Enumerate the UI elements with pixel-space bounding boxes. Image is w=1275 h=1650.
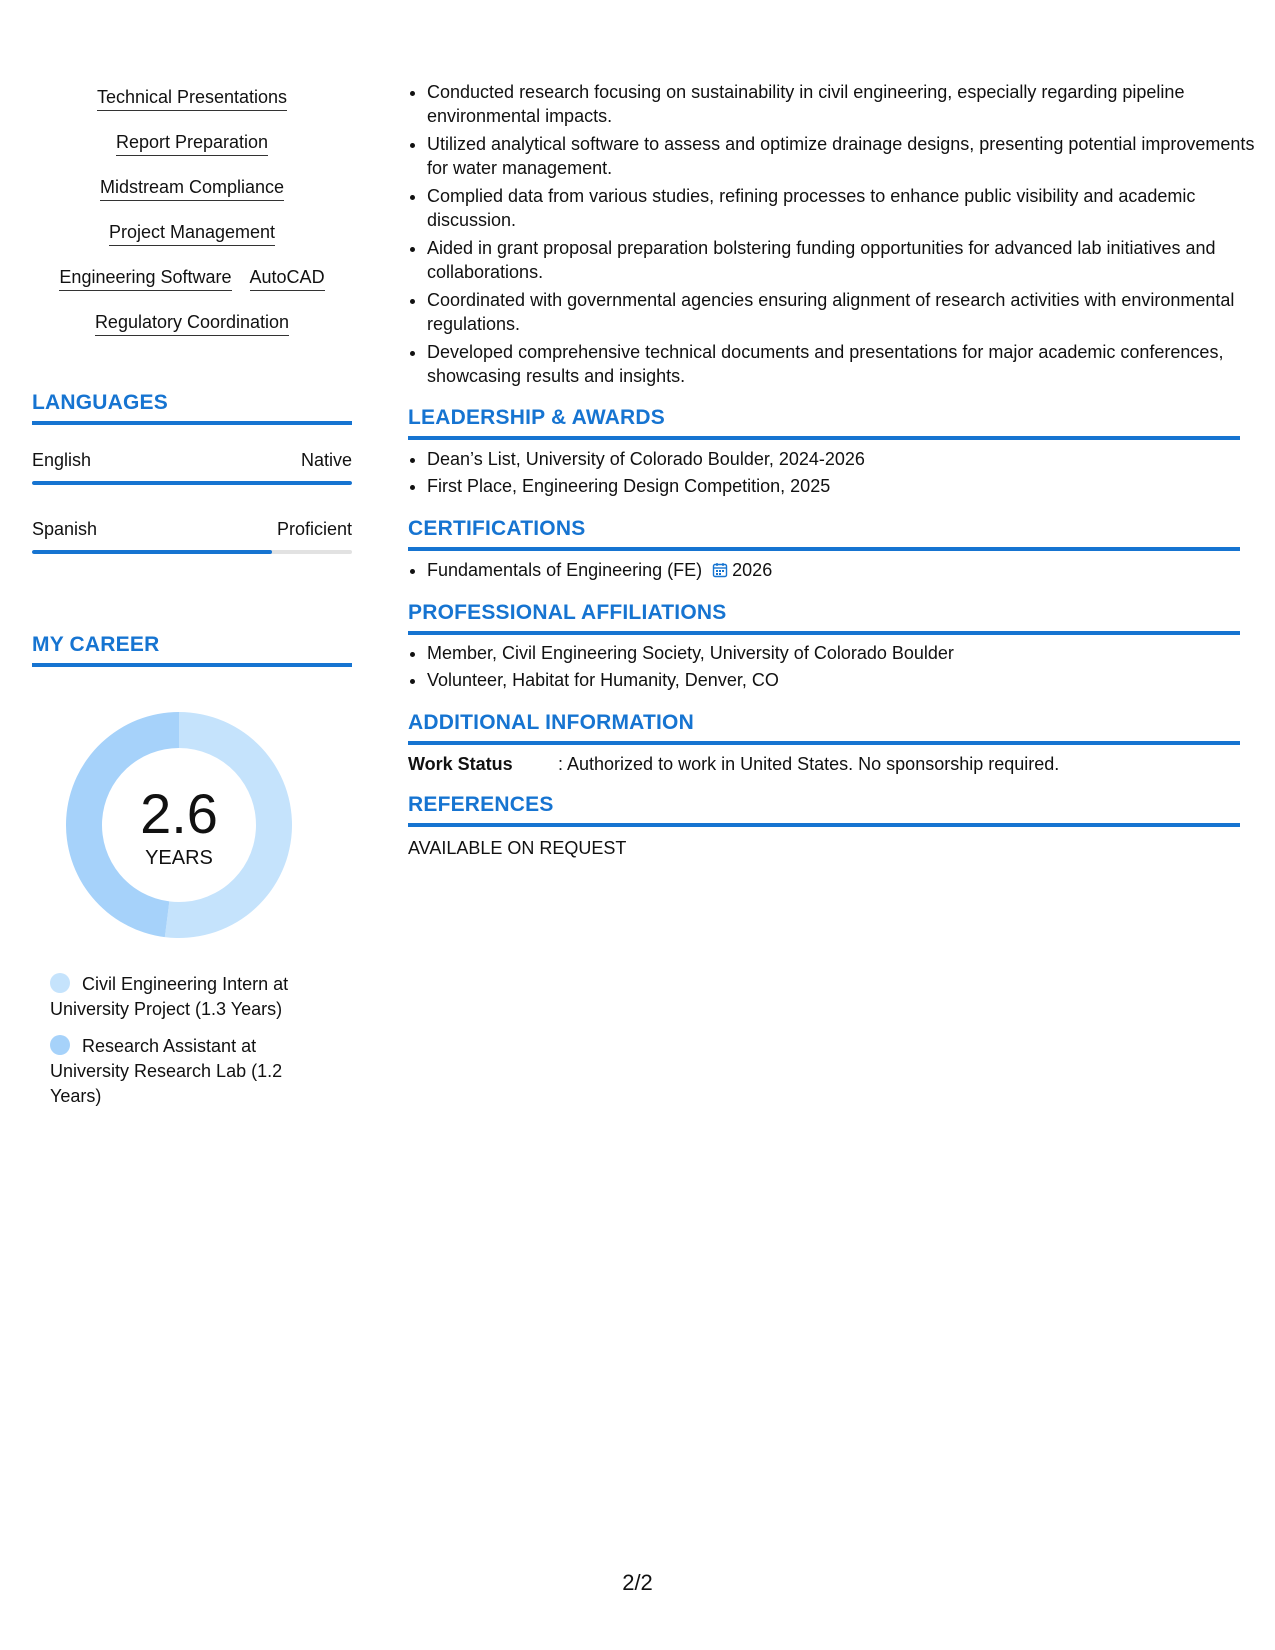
affiliation-item: • Member, Civil Engineering Society, University of Colorado Boulder — [427, 641, 1259, 665]
language-name: English — [32, 450, 92, 470]
skill-row — [32, 86, 352, 131]
career-legend-item — [50, 1034, 320, 1109]
language-proficiency-fill — [32, 481, 352, 485]
references-text: AVAILABLE ON REQUEST — [408, 838, 627, 858]
additional-info-heading: ADDITIONAL INFORMATION — [408, 710, 1240, 745]
certification-name: Fundamentals of Engineering (FE) — [427, 560, 703, 580]
career-legend-label: Civil Engineering Intern at University Project (1.3 Years) — [50, 974, 289, 1019]
skill-tag: Project Management — [109, 221, 275, 246]
skill-row — [32, 176, 352, 221]
certification-item — [427, 558, 1259, 582]
experience-bullet: • Conducted research focusing on sustainability in civil engineering, especially regarding pipeline environmental impacts. — [427, 80, 1259, 128]
career-legend-label: Research Assistant at University Research Lab (1.2 Years) — [50, 1036, 283, 1106]
skill-tag: Midstream Compliance — [100, 176, 284, 201]
work-status-label: Work Status — [408, 754, 513, 774]
skill-row — [32, 131, 352, 176]
career-heading: MY CAREER — [32, 632, 352, 667]
affiliations-heading: PROFESSIONAL AFFILIATIONS — [408, 600, 1240, 635]
career-total-unit: YEARS — [145, 847, 213, 869]
skill-tag: AutoCAD — [250, 266, 325, 291]
affiliations-list — [408, 641, 1259, 695]
skill-tag: Regulatory Coordination — [95, 311, 289, 336]
skill-tag: Report Preparation — [116, 131, 268, 156]
calendar-icon — [712, 562, 728, 578]
language-name: Spanish — [32, 519, 98, 539]
leadership-heading: LEADERSHIP & AWARDS — [408, 405, 1240, 440]
career-donut-chart — [66, 712, 292, 938]
skill-row — [32, 221, 352, 266]
experience-bullet: • Aided in grant proposal preparation bolstering funding opportunities for advanced lab initiatives and collaborations. — [427, 236, 1259, 284]
work-status-row — [408, 752, 1240, 776]
skill-row — [32, 266, 352, 311]
certifications-heading: CERTIFICATIONS — [408, 516, 1240, 551]
leadership-list — [408, 447, 1259, 501]
career-total-value: 2.6 — [140, 782, 218, 845]
experience-bullet-list — [408, 80, 1259, 392]
language-level: Proficient — [276, 519, 352, 539]
skill-tag: Technical Presentations — [97, 86, 287, 111]
legend-dot-icon — [50, 973, 70, 993]
page-number: 2/2 — [622, 1570, 653, 1595]
skills-list — [32, 86, 352, 356]
affiliation-item: • Volunteer, Habitat for Humanity, Denver, CO — [427, 668, 1259, 692]
language-proficiency-bar — [32, 550, 352, 554]
skill-row — [32, 311, 352, 356]
references-heading: REFERENCES — [408, 792, 1240, 827]
language-level: Native — [300, 450, 352, 470]
work-status-value: : Authorized to work in United States. No sponsorship required. — [558, 754, 1060, 774]
language-proficiency-bar — [32, 481, 352, 485]
certification-date — [712, 560, 772, 580]
leadership-item: • Dean’s List, University of Colorado Boulder, 2024-2026 — [427, 447, 1259, 471]
language-proficiency-fill — [32, 550, 272, 554]
skill-tag: Engineering Software — [59, 266, 231, 291]
certification-year: 2026 — [732, 560, 773, 580]
legend-dot-icon — [50, 1035, 70, 1055]
certifications-list — [408, 558, 1259, 585]
career-legend-item — [50, 972, 320, 1022]
language-item-spanish — [32, 518, 352, 554]
experience-bullet: • Coordinated with governmental agencies ensuring alignment of research activities with environmental regulations. — [427, 288, 1259, 336]
languages-heading: LANGUAGES — [32, 390, 352, 425]
language-item-english — [32, 449, 352, 485]
experience-bullet: • Developed comprehensive technical documents and presentations for major academic conferences, showcasing results and insights. — [427, 340, 1259, 388]
experience-bullet: • Utilized analytical software to assess and optimize drainage designs, presenting potential improvements for water management. — [427, 132, 1259, 180]
career-legend — [50, 972, 320, 1121]
leadership-item: • First Place, Engineering Design Competition, 2025 — [427, 474, 1259, 498]
experience-bullet: • Complied data from various studies, refining processes to enhance public visibility and academic discussion. — [427, 184, 1259, 232]
